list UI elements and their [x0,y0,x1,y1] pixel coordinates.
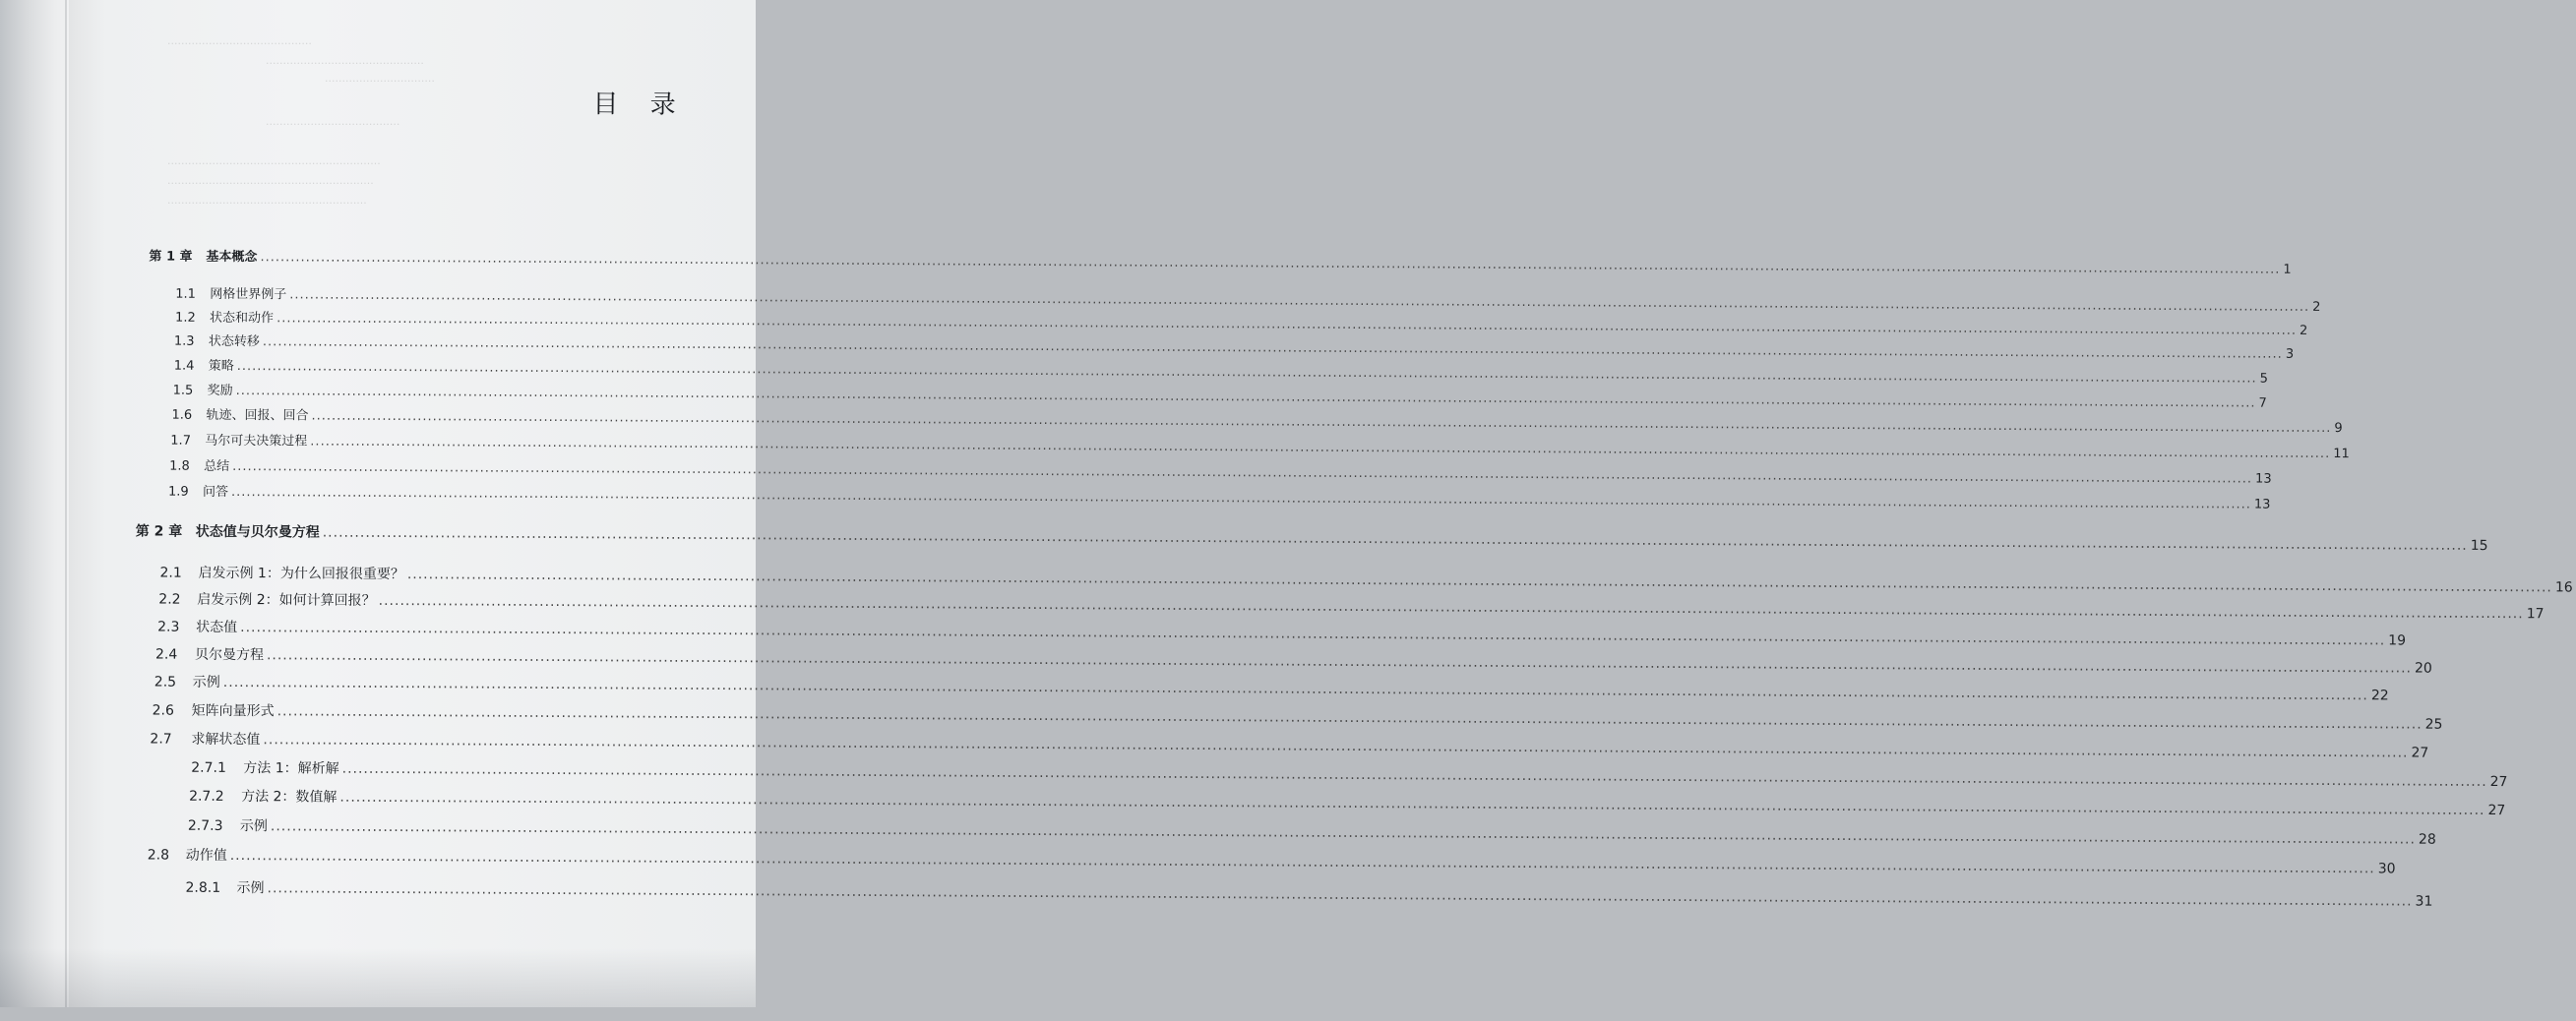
entry-page-number: 27 [2411,745,2429,761]
dot-leader: ................................................................................................................................................................................................................................................................................................................................................................................................................ [311,408,2332,437]
entry-number: 1.1 [175,286,196,302]
entry-page-number: 19 [2388,632,2407,649]
toc-section-entry [189,786,2506,819]
entry-number: 1.4 [173,358,195,374]
entry-page-number: 13 [2255,471,2272,487]
entry-number: 2.8 [147,847,170,864]
toc-section-entry [191,757,2508,791]
entry-title: 示例 [236,880,265,897]
entry-page-number: 13 [2253,497,2271,512]
toc-chapter-entry [135,520,2488,555]
toc-section-entry [187,815,2436,848]
dot-leader: ................................................................................................................................................................................................................................................................................................................................................................................................................ [276,311,2298,338]
dot-leader: ................................................................................................................................................................................................................................................................................................................................................................................................................ [260,250,2281,277]
entry-page-number: 16 [2554,579,2573,596]
entry-page-number: 30 [2377,861,2396,877]
entry-number: 1.3 [173,333,195,349]
dot-leader: ................................................................................................................................................................................................................................................................................................................................................................................................................ [289,287,2310,315]
dot-leader: ................................................................................................................................................................................................................................................................................................................................................................................................................ [235,384,2256,411]
entry-number: 1.2 [175,310,196,326]
entry-number: 2.7.3 [187,817,223,834]
entry-page-number: 7 [2258,395,2267,411]
toc-section-entry [172,380,2267,411]
entry-title: 马尔可夫决策过程 [205,433,308,450]
dot-leader: ................................................................................................................................................................................................................................................................................................................................................................................................................ [322,524,2468,554]
entry-page-number: 3 [2285,346,2295,362]
dot-leader: ................................................................................................................................................................................................................................................................................................................................................................................................................ [262,334,2283,362]
entry-title: 启发示例 2：如何计算回报？ [197,591,376,609]
dot-leader: ................................................................................................................................................................................................................................................................................................................................................................................................................ [270,818,2417,848]
entry-page-number: 11 [2333,447,2350,462]
toc-chapter-entry [149,245,2292,277]
dot-leader: ................................................................................................................................................................................................................................................................................................................................................................................................................ [378,592,2524,623]
entry-number: 2.8.1 [185,879,221,896]
entry-number: 2.3 [157,619,180,635]
dot-leader: ................................................................................................................................................................................................................................................................................................................................................................................................................ [263,732,2409,761]
entry-number: 1.6 [171,407,193,423]
entry-number: 2.4 [154,646,178,663]
entry-title: 轨迹、回报、回合 [206,407,309,424]
toc-section-entry [167,481,2271,512]
toc-section-entry [170,430,2350,462]
entry-page-number: 5 [2259,371,2269,387]
entry-title: 问答 [202,484,229,500]
toc-section-entry [171,404,2343,437]
bottom-shadow [0,948,756,1007]
entry-title: 奖励 [207,383,233,399]
entry-title: 状态和动作 [210,310,275,327]
toc-section-entry [169,455,2272,487]
dot-leader: ................................................................................................................................................................................................................................................................................................................................................................................................................ [341,760,2487,791]
entry-number: 第 2 章 [135,523,183,540]
entry-title: 方法 2：数值解 [241,789,337,806]
toc-section-entry [185,877,2433,910]
toc-section-entry [150,728,2429,761]
dot-leader: ................................................................................................................................................................................................................................................................................................................................................................................................................ [240,620,2386,649]
entry-page-number: 25 [2424,716,2443,733]
entry-number: 1.7 [170,433,192,449]
entry-page-number: 1 [2283,262,2292,277]
entry-title: 示例 [239,818,268,835]
entry-title: 状态值与贝尔曼方程 [195,523,320,541]
toc-section-entry [152,700,2443,733]
entry-page-number: 17 [2526,606,2545,623]
entry-title: 策略 [208,358,234,375]
entry-number: 2.2 [158,591,181,608]
entry-title: 状态值 [196,619,238,636]
toc-section-entry [153,672,2389,704]
entry-number: 2.6 [152,702,174,719]
entry-page-number: 27 [2487,803,2506,819]
entry-number: 1.5 [172,383,194,398]
dot-leader: ................................................................................................................................................................................................................................................................................................................................................................................................................ [232,458,2253,487]
dot-leader: ................................................................................................................................................................................................................................................................................................................................................................................................................ [236,359,2257,387]
entry-page-number: 9 [2334,421,2343,437]
toc-section-entry [158,589,2545,623]
dot-leader: ................................................................................................................................................................................................................................................................................................................................................................................................................ [230,484,2251,512]
toc-section-entry [157,617,2407,649]
toc-section-entry [159,563,2573,596]
entry-number: 1.9 [167,484,189,500]
toc-section-entry [173,355,2269,387]
page-title: 目 录 [592,90,688,120]
entry-page-number: 2 [2312,299,2321,315]
entry-title: 动作值 [185,847,227,864]
entry-number: 2.1 [159,565,182,581]
dot-leader: ................................................................................................................................................................................................................................................................................................................................................................................................................ [276,703,2423,733]
bleed-through-text: ·········································· ·············································· ································ ······································· ······························································ ···························································· ·························································· [167,37,435,210]
entry-page-number: 27 [2489,774,2508,791]
entry-page-number: 20 [2414,660,2432,677]
entry-title: 总结 [204,458,230,474]
entry-title: 贝尔曼方程 [194,646,265,664]
entry-title: 启发示例 1：为什么回报很重要？ [198,565,404,583]
toc-section-entry [173,330,2295,362]
entry-title: 示例 [192,674,220,691]
entry-title: 矩阵向量形式 [191,702,275,720]
entry-number: 第 1 章 [149,249,193,265]
entry-page-number: 2 [2299,323,2308,338]
dot-leader: ................................................................................................................................................................................................................................................................................................................................................................................................................ [310,434,2331,462]
dot-leader: ................................................................................................................................................................................................................................................................................................................................................................................................................ [406,567,2552,596]
toc-section-entry [175,307,2308,338]
entry-title: 基本概念 [206,249,258,266]
entry-title: 方法 1：解析解 [243,760,339,777]
entry-number: 2.7.2 [189,788,224,805]
entry-title: 网格世界例子 [210,286,287,303]
entry-number: 2.5 [153,674,177,691]
entry-number: 2.7 [150,731,172,748]
dot-leader: ................................................................................................................................................................................................................................................................................................................................................................................................................ [222,674,2368,704]
dot-leader: ................................................................................................................................................................................................................................................................................................................................................................................................................ [339,789,2485,818]
entry-title: 求解状态值 [191,731,261,749]
dot-leader: ................................................................................................................................................................................................................................................................................................................................................................................................................ [229,847,2375,877]
dot-leader: ................................................................................................................................................................................................................................................................................................................................................................................................................ [267,880,2413,910]
entry-title: 状态转移 [208,333,260,350]
entry-page-number: 28 [2418,831,2436,848]
entry-number: 1.8 [169,458,190,474]
entry-page-number: 15 [2470,537,2488,555]
toc-section-entry [175,283,2321,315]
entry-page-number: 22 [2370,688,2389,704]
dot-leader: ................................................................................................................................................................................................................................................................................................................................................................................................................ [266,647,2413,677]
toc-section-entry [147,844,2396,877]
toc-section-entry [154,644,2432,677]
entry-page-number: 31 [2415,893,2433,910]
entry-number: 2.7.1 [191,759,226,776]
